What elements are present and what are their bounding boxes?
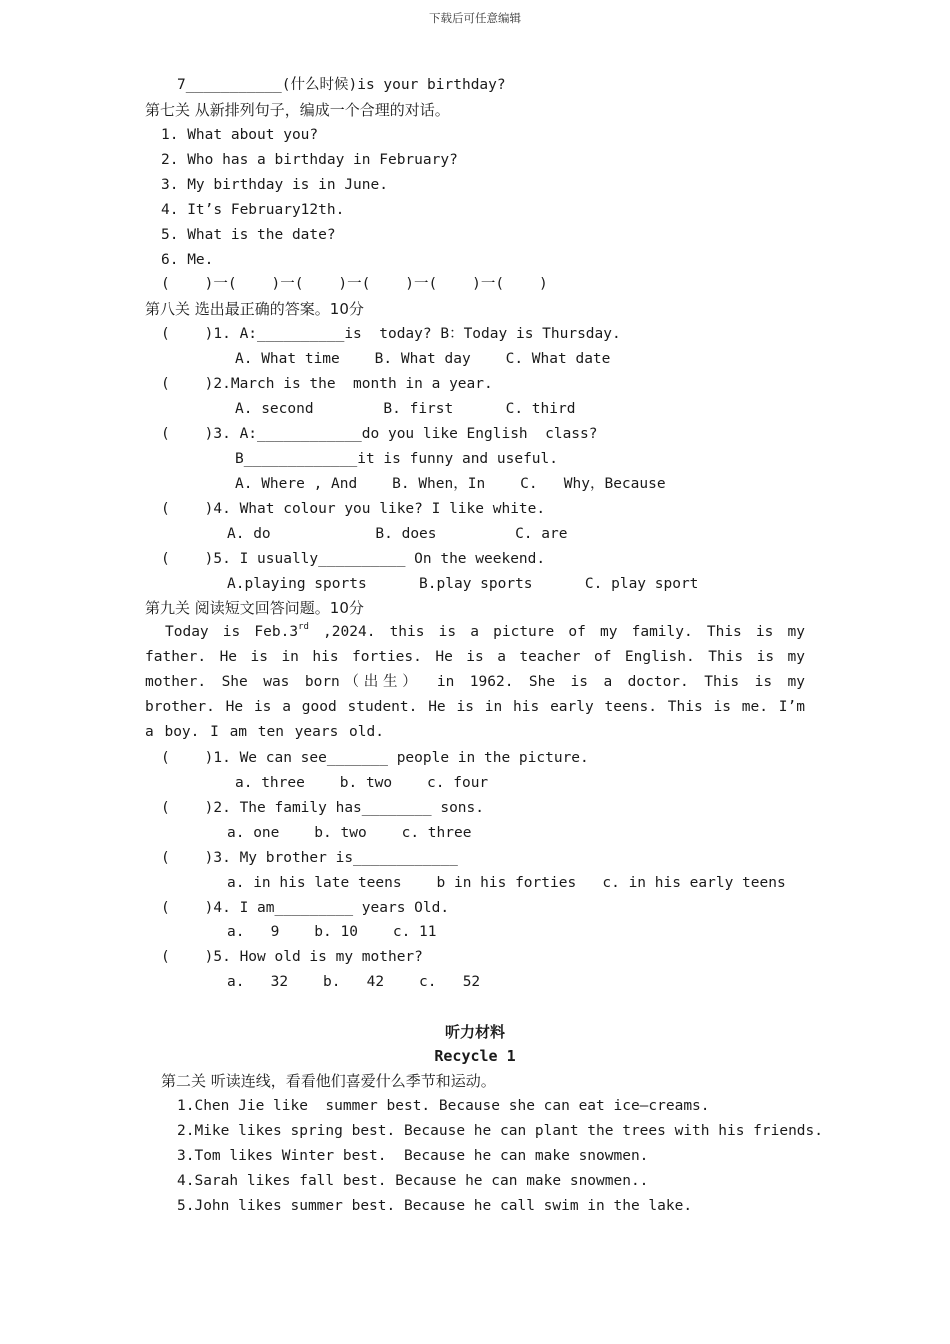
list-item: 2. Who has a birthday in February? [161, 152, 458, 168]
question-4-options: a. 9 b. 10 c. 11 [227, 924, 437, 940]
question-3-line-b: B_____________it is funny and useful. [235, 451, 559, 467]
list-item: 6. Me. [161, 252, 214, 268]
question-2-options: a. one b. two c. three [227, 825, 472, 841]
question-5-options: A.playing sports B.play sports C. play sport [227, 576, 699, 592]
question-4: ( )4. I am_________ years Old. [161, 900, 450, 916]
question-3: ( )3. A:____________do you like English class? [161, 426, 598, 442]
section-7-title: 第七关 从新排列句子，编成一个合理的对话。 [145, 101, 450, 119]
question-5-options: a. 32 b. 42 c. 52 [227, 974, 481, 990]
list-item: 1. What about you? [161, 127, 319, 143]
passage-start: Today is Feb.3 [165, 624, 299, 640]
question-5: ( )5. I usually__________ On the weekend. [161, 551, 546, 567]
list-item: 5. What is the date? [161, 227, 336, 243]
page-header: 下载后可任意编辑 [429, 11, 521, 25]
question-2: ( )2.March is the month in a year. [161, 376, 493, 392]
listening-subtitle: Recycle 1 [434, 1047, 516, 1065]
passage-superscript: rd [298, 622, 309, 633]
listening-title: 听力材料 [444, 1023, 505, 1041]
list-item: 2.Mike likes spring best. Because he can plant the trees with his friends. [177, 1123, 824, 1139]
list-item: 1.Chen Jie like summer best. Because she can eat ice—creams. [177, 1098, 710, 1114]
answer-sequence: ( )一( )一( )一( )一( )一( ) [161, 276, 548, 292]
question-1-options: A. What time B. What day C. What date [235, 351, 611, 367]
question-4: ( )4. What colour you like? I like white. [161, 501, 546, 517]
listening-section-title: 第二关 听读连线，看看他们喜爱什么季节和运动。 [161, 1072, 496, 1090]
question-1: ( )1. We can see_______ people in the picture. [161, 750, 589, 766]
question-3-options: a. in his late teens b in his forties c. in his early teens [227, 875, 786, 891]
question-1: ( )1. A:__________is today? B：Today is Thursday. [161, 326, 621, 342]
question-3: ( )3. My brother is____________ [161, 850, 458, 866]
question-3-options: A. Where , And B. When，In C. Why，Because [235, 476, 666, 492]
list-item: 5.John likes summer best. Because he call swim in the lake. [177, 1198, 693, 1214]
question-2-options: A. second B. first C. third [235, 401, 576, 417]
list-item: 4. It’s February12th. [161, 202, 345, 218]
list-item: 4.Sarah likes fall best. Because he can make snowmen.. [177, 1173, 649, 1189]
question-2: ( )2. The family has________ sons. [161, 800, 485, 816]
reading-passage [145, 620, 805, 745]
question-4-options: A. do B. does C. are [227, 526, 568, 542]
question-5: ( )5. How old is my mother? [161, 949, 423, 965]
list-item: 3. My birthday is in June. [161, 177, 388, 193]
passage-rest: ,2024. this is a picture of my family. This is my father. He is in his forties. He is a teacher of English. This is my mother. She was born（出生） in 1962. She is a doctor. This is my brother. He is a good student. He is in his early teens. This is me. I’m a boy. I am ten years old. [145, 624, 805, 740]
list-item: 3.Tom likes Winter best. Because he can make snowmen. [177, 1148, 649, 1164]
question-7: 7___________(什么时候)is your birthday? [177, 77, 506, 93]
question-1-options: a. three b. two c. four [235, 775, 489, 791]
section-8-title: 第八关 选出最正确的答案。10分 [145, 300, 364, 318]
section-9-title: 第九关 阅读短文回答问题。10分 [145, 599, 364, 617]
